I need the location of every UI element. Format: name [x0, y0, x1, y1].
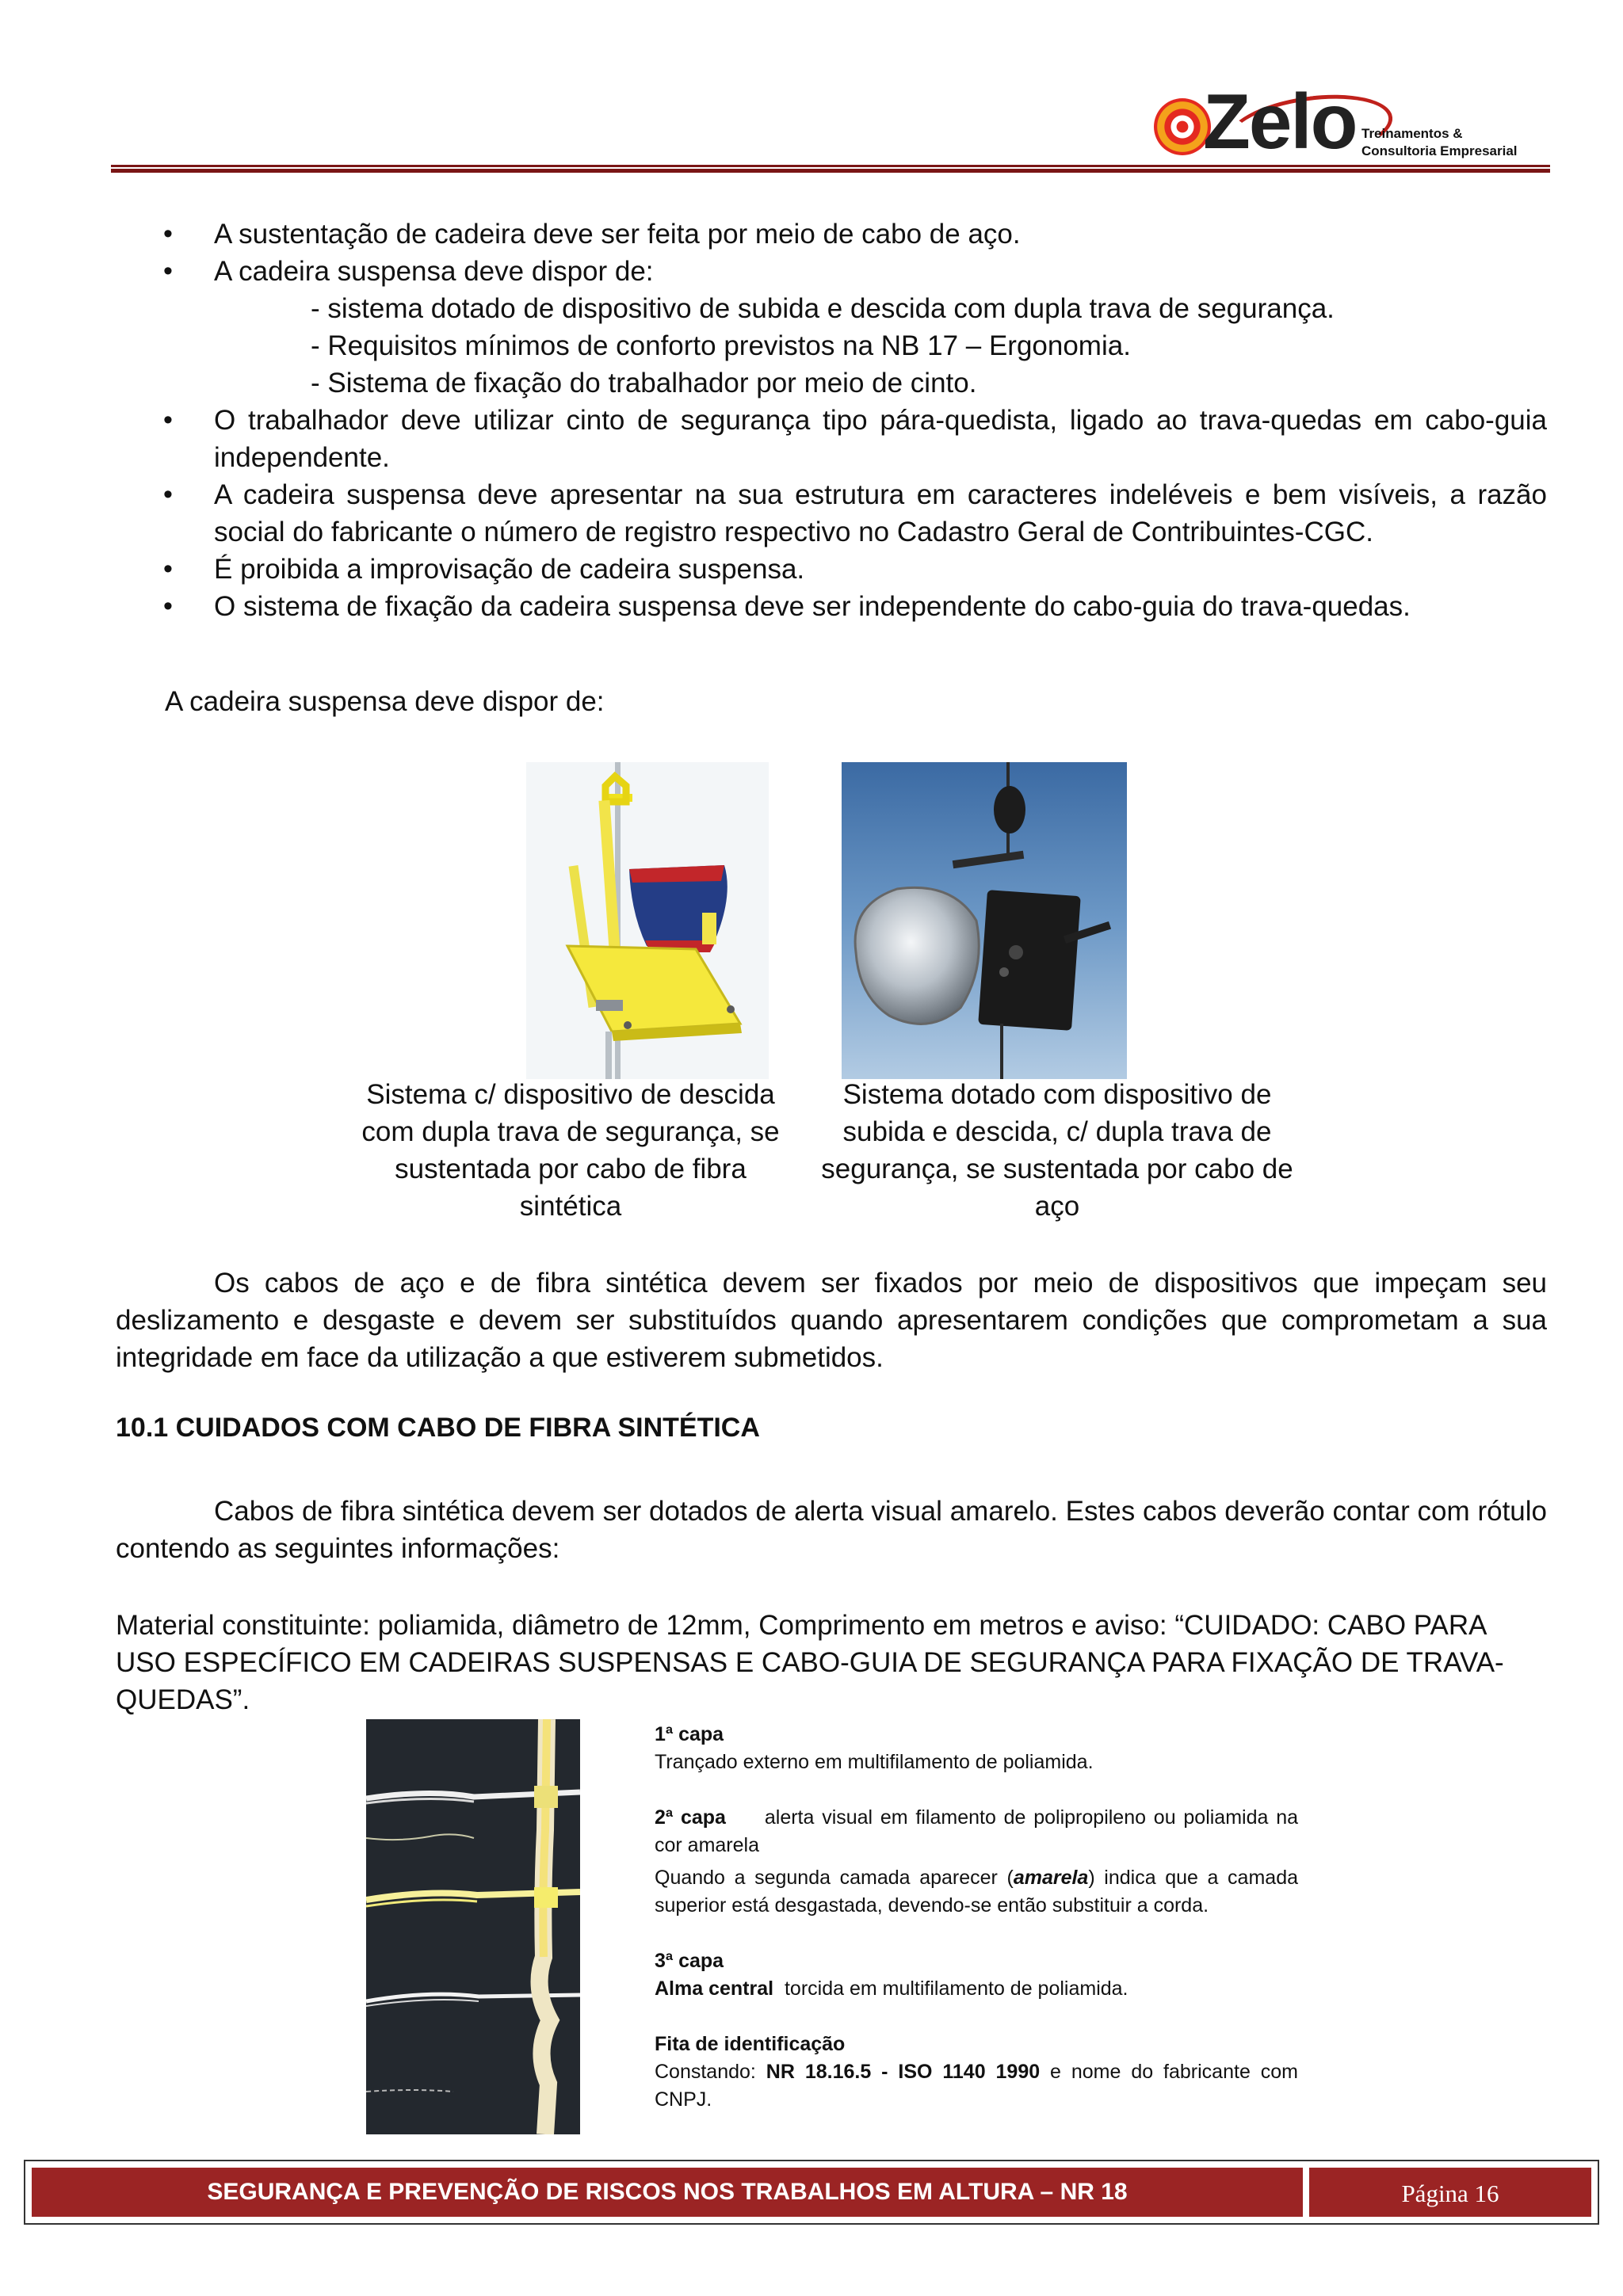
page-footer: [24, 2160, 1599, 2225]
layer-2-line: [655, 1804, 1298, 1859]
footer-title: SEGURANÇA E PREVENÇÃO DE RISCOS NOS TRABALHOS EM ALTURA – NR 18: [32, 2168, 1303, 2217]
list-item: • O trabalhador deve utilizar cinto de segurança tipo pára-quedista, ligado ao trava-quedas em cabo-guia independente.: [163, 402, 1547, 476]
requirements-list: [163, 215, 1547, 625]
metal-seat-photo: [842, 762, 1127, 1079]
page-number: Página 16: [1309, 2168, 1591, 2217]
paragraph-cable-fixation: Os cabos de aço e de fibra sintética devem ser fixados por meio de dispositivos que impeçam seu deslizamento e desgaste e devem ser substituídos quando apresentarem condições que comprometam a sua integridade em face da utilização a que estiverem submetidos.: [116, 1268, 1547, 1373]
list-item: • A cadeira suspensa deve dispor de:: [163, 253, 1547, 290]
sub-list-item: - sistema dotado de dispositivo de subida e descida com dupla trava de segurança.: [311, 293, 1335, 324]
layer-2-text: alerta visual em filamento de polipropileno ou poliamida na cor amarela: [655, 1806, 1298, 1856]
paragraph-material: Material constituinte: poliamida, diâmetro de 12mm, Comprimento em metros e aviso: “CUIDADO: CABO PARA USO ESPECÍFICO EM CADEIRAS SUSPENSAS E CABO-GUIA DE SEGURANÇA PARA FIXAÇÃO DE TRAVA-QUEDAS”.: [116, 1610, 1504, 1715]
core-text: torcida em multifilamento de poliamida.: [784, 1978, 1128, 2000]
layer-3-title: 3ª capa: [655, 1950, 724, 1972]
layer-1-title: 1ª capa: [655, 1723, 724, 1745]
figure-caption-1: Sistema c/ dispositivo de descida com dupla trava de segurança, se sustentada por cabo de fibra sintética: [361, 1079, 780, 1222]
sub-list-item: - Sistema de fixação do trabalhador por meio de cinto.: [311, 368, 977, 399]
layer-2-note: Quando a segunda camada aparecer (amarela) indica que a camada superior está desgastada, devendo-se então substituir a corda.: [655, 1867, 1299, 1917]
yellow-chair-photo: [526, 762, 769, 1079]
company-logo: [1154, 78, 1550, 166]
list-item: • O sistema de fixação da cadeira suspensa deve ser independente do cabo-guia do trava-quedas.: [163, 588, 1547, 625]
layer-2-note-emphasis: amarela: [1013, 1867, 1089, 1889]
logo-wordmark: Zelo: [1203, 78, 1357, 165]
list-item: • É proibida a improvisação de cadeira suspensa.: [163, 551, 1547, 588]
logo-subtitle-line-1: Treinamentos &: [1361, 126, 1463, 141]
layer-1-text: Trançado externo em multifilamento de poliamida.: [655, 1751, 1094, 1773]
intro-line: A cadeira suspensa deve dispor de:: [165, 686, 605, 717]
sub-list-item: - Requisitos mínimos de conforto previstos na NB 17 – Ergonomia.: [311, 330, 1131, 361]
core-line: [655, 1975, 1298, 2003]
header-divider: [111, 165, 1550, 173]
list-item: • A cadeira suspensa deve apresentar na sua estrutura em caracteres indeléveis e bem visíveis, a razão social do fabricante o número de registro respectivo no Cadastro Geral de Contribuintes-CGC.: [163, 476, 1547, 551]
paragraph-visual-alert: Cabos de fibra sintética devem ser dotados de alerta visual amarelo. Estes cabos deverão contar com rótulo contendo as seguintes informações:: [116, 1496, 1547, 1564]
logo-subtitle: [1361, 125, 1518, 160]
list-item: • A sustentação de cadeira deve ser feita por meio de cabo de aço.: [163, 215, 1547, 253]
figure-caption-2: Sistema dotado com dispositivo de subida e descida, c/ dupla trava de segurança, se sustentada por cabo de aço: [821, 1079, 1293, 1222]
rope-layers-photo: [366, 1719, 580, 2134]
core-title: Alma central: [655, 1978, 774, 2000]
id-tape-line: Constando: NR 18.16.5 - ISO 1140 1990 e nome do fabricante com CNPJ.: [655, 2061, 1298, 2111]
logo-subtitle-line-2: Consultoria Empresarial: [1361, 143, 1518, 158]
layer-2-title: 2ª capa: [655, 1806, 726, 1829]
rope-layer-notes: [655, 1721, 1298, 2114]
id-tape-standard: NR 18.16.5 - ISO 1140 1990: [766, 2061, 1041, 2083]
section-heading: 10.1 CUIDADOS COM CABO DE FIBRA SINTÉTICA: [116, 1413, 760, 1443]
id-tape-title: Fita de identificação: [655, 2033, 846, 2055]
